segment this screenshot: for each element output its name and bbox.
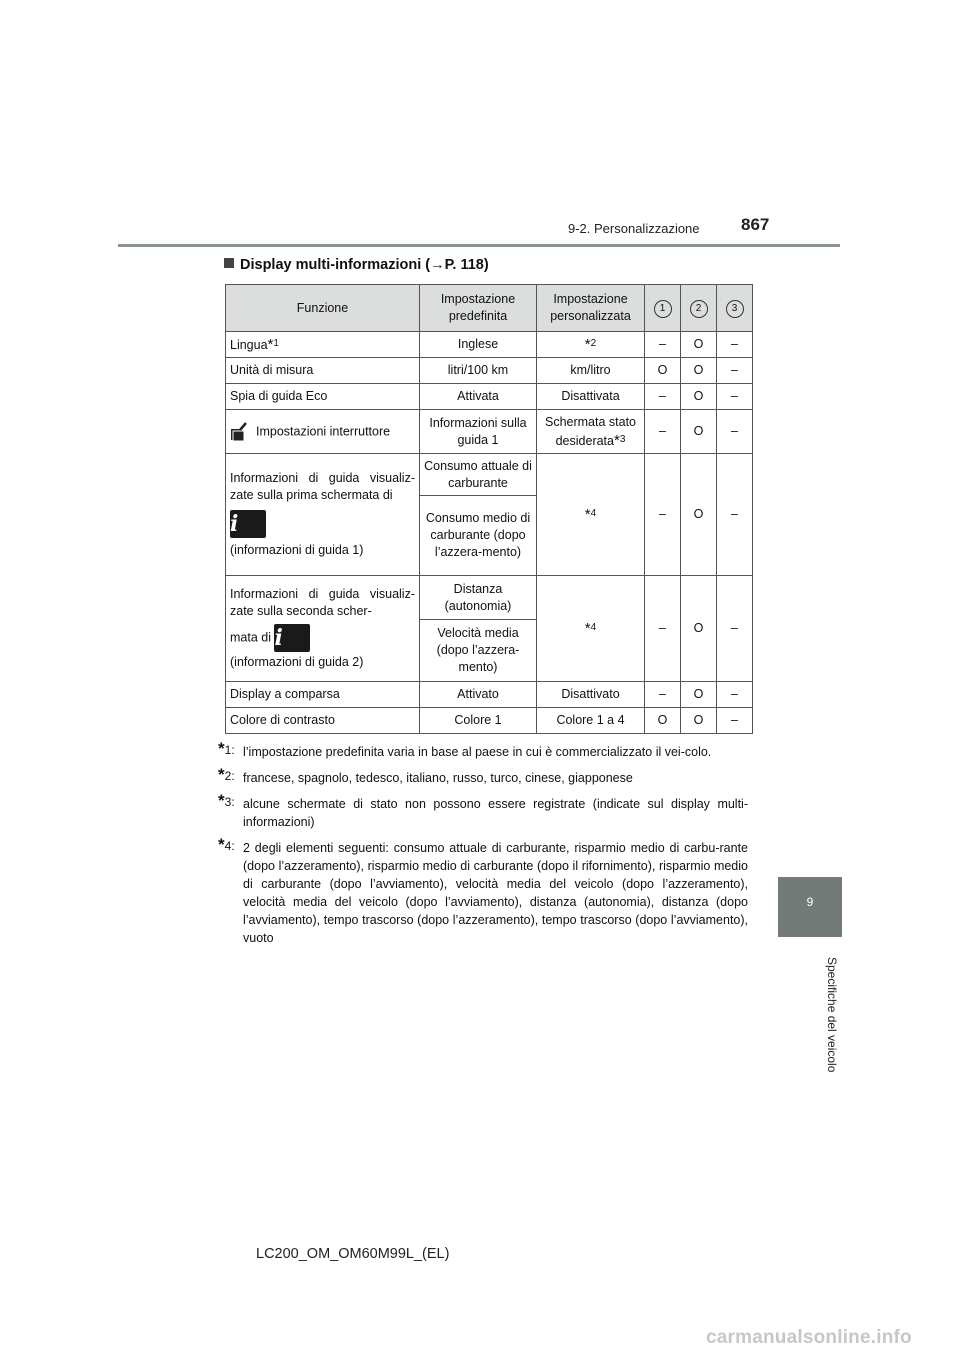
cell-custom — [537, 332, 645, 358]
asterisk: * — [584, 620, 591, 637]
cell-funzione: Unità di misura — [226, 358, 420, 384]
cell-c1: – — [645, 384, 681, 410]
section-heading-text: Display multi-informazioni (→P. 118) — [240, 257, 489, 273]
cell-c1: – — [645, 682, 681, 708]
funzione-text: Informazioni di guida visualiz-zate sulla prima schermata di — [230, 471, 415, 502]
info-icon — [230, 510, 266, 538]
cell-default: Colore 1 — [420, 708, 537, 734]
chapter-label: Specifiche del veicolo — [825, 957, 839, 1073]
cell-funzione — [226, 332, 420, 358]
header-default: Impostazione predefinita — [420, 285, 537, 332]
footnote-ref: 2 — [590, 338, 597, 349]
cell-c2: O — [681, 454, 717, 576]
cell-default: litri/100 km — [420, 358, 537, 384]
footnote-ref: 1 — [273, 338, 279, 349]
cell-c1: O — [645, 358, 681, 384]
funzione-text-cont: mata di — [230, 630, 271, 645]
footnote-3 — [218, 791, 748, 831]
cell-custom: Disattivata — [537, 384, 645, 410]
cell-c3: – — [717, 358, 753, 384]
funzione-subtext: (informazioni di guida 1) — [230, 543, 364, 557]
cell-default: Attivato — [420, 682, 537, 708]
cell-c1: O — [645, 708, 681, 734]
cell-c3: – — [717, 576, 753, 682]
header-custom: Impostazione personalizzata — [537, 285, 645, 332]
header-section-title: 9-2. Personalizzazione — [568, 221, 700, 236]
page-number: 867 — [741, 215, 770, 234]
cell-funzione — [226, 410, 420, 454]
footnote-marker: *1: — [218, 739, 235, 758]
table-row — [226, 358, 753, 384]
footnote-4 — [218, 835, 748, 947]
asterisk: * — [613, 431, 620, 449]
footnote-ref: 4 — [590, 508, 597, 519]
cell-funzione: Display a comparsa — [226, 682, 420, 708]
funzione-text: Impostazioni interruttore — [256, 423, 391, 438]
cell-custom: Colore 1 a 4 — [537, 708, 645, 734]
cell-c3: – — [717, 454, 753, 576]
cell-custom: Disattivato — [537, 682, 645, 708]
watermark: carmanualsonline.info — [706, 1327, 912, 1348]
cell-c2: O — [681, 682, 717, 708]
table-row — [226, 410, 753, 454]
cell-c1: – — [645, 454, 681, 576]
cell-c2: O — [681, 576, 717, 682]
asterisk: * — [584, 336, 591, 353]
funzione-subtext: (informazioni di guida 2) — [230, 655, 364, 669]
cell-c2: O — [681, 708, 717, 734]
cell-c1: – — [645, 410, 681, 454]
cell-default: Inglese — [420, 332, 537, 358]
asterisk: * — [267, 336, 274, 353]
footnote-2 — [218, 765, 748, 787]
header-col-1 — [645, 285, 681, 332]
cell-c2: O — [681, 410, 717, 454]
cell-funzione: Spia di guida Eco — [226, 384, 420, 410]
cell-custom — [537, 410, 645, 454]
footnotes — [218, 739, 748, 955]
cell-c2: O — [681, 332, 717, 358]
cell-c2: O — [681, 384, 717, 410]
footnote-1 — [218, 739, 748, 761]
cell-c3: – — [717, 410, 753, 454]
cell-default: Velocità media (dopo l’azzera-mento) — [420, 620, 537, 682]
table-row — [226, 454, 753, 496]
asterisk: * — [584, 506, 591, 523]
chapter-tab — [778, 877, 842, 937]
document-code: LC200_OM_OM60M99L_(EL) — [256, 1246, 450, 1262]
info-glyph: i — [230, 511, 239, 537]
cell-default: Attivata — [420, 384, 537, 410]
cell-c3: – — [717, 708, 753, 734]
table-row — [226, 576, 753, 620]
cell-default: Informazioni sulla guida 1 — [420, 410, 537, 454]
footnote-text: francese, spagnolo, tedesco, italiano, russo, turco, cinese, giapponese — [243, 771, 633, 785]
circled-number-3: 3 — [726, 300, 744, 318]
footnote-ref: 3 — [619, 433, 626, 445]
funzione-text: Lingua — [230, 338, 268, 352]
switch-settings-icon — [230, 422, 248, 442]
table-row — [226, 332, 753, 358]
footnote-text: 2 degli elementi seguenti: consumo attuale di carburante, risparmio medio di carbu-rante (dopo l’azzeramento), risparmio medio di carburante (dopo il rifornimento), risparmio medio di carburante (dopo l’avviamento), velocità media del veicolo (dopo l’azzeramento), velocità media del veicolo (dopo l’avviamento), distanza (autonomia), distanza (dopo l’avviamento), tempo trascorso (dopo l’azzeramento), tempo trascorso (dopo l’avviamento), vuoto — [243, 841, 748, 945]
settings-table — [225, 284, 753, 734]
section-heading — [224, 257, 489, 273]
cell-c1: – — [645, 332, 681, 358]
cell-c3: – — [717, 384, 753, 410]
custom-text: Schermata stato desiderata — [544, 414, 636, 448]
header-col-2 — [681, 285, 717, 332]
info-icon — [274, 624, 310, 652]
table-row — [226, 708, 753, 734]
cell-c2: O — [681, 358, 717, 384]
info-glyph: i — [274, 625, 283, 651]
header-rule — [118, 244, 840, 247]
chapter-number: 9 — [806, 895, 814, 909]
table-row — [226, 384, 753, 410]
funzione-text: Informazioni di guida visualiz-zate sulla seconda scher- — [230, 587, 415, 618]
cell-custom: km/litro — [537, 358, 645, 384]
footnote-text: alcune schermate di stato non possono essere registrate (indicate sul display multi-informazioni) — [243, 797, 748, 829]
footnote-text: l’impostazione predefinita varia in base al paese in cui è commercializzato il vei-colo. — [243, 745, 712, 759]
cell-custom — [537, 454, 645, 576]
footnote-marker: *3: — [218, 791, 235, 810]
cell-custom — [537, 576, 645, 682]
circled-number-2: 2 — [690, 300, 708, 318]
cell-funzione — [226, 576, 420, 682]
header-col-3 — [717, 285, 753, 332]
footnote-marker: *2: — [218, 765, 235, 784]
cell-default: Distanza (autonomia) — [420, 576, 537, 620]
table-header-row — [226, 285, 753, 332]
footnote-marker: *4: — [218, 835, 235, 854]
cell-funzione: Colore di contrasto — [226, 708, 420, 734]
bullet-square-icon — [224, 258, 234, 268]
cell-default: Consumo medio di carburante (dopo l’azzera-mento) — [420, 496, 537, 576]
table-row — [226, 682, 753, 708]
cell-default: Consumo attuale di carburante — [420, 454, 537, 496]
cell-c3: – — [717, 682, 753, 708]
circled-number-1: 1 — [654, 300, 672, 318]
cell-funzione — [226, 454, 420, 576]
footnote-ref: 4 — [590, 622, 597, 633]
cell-c3: – — [717, 332, 753, 358]
cell-c1: – — [645, 576, 681, 682]
header-funzione: Funzione — [226, 285, 420, 332]
